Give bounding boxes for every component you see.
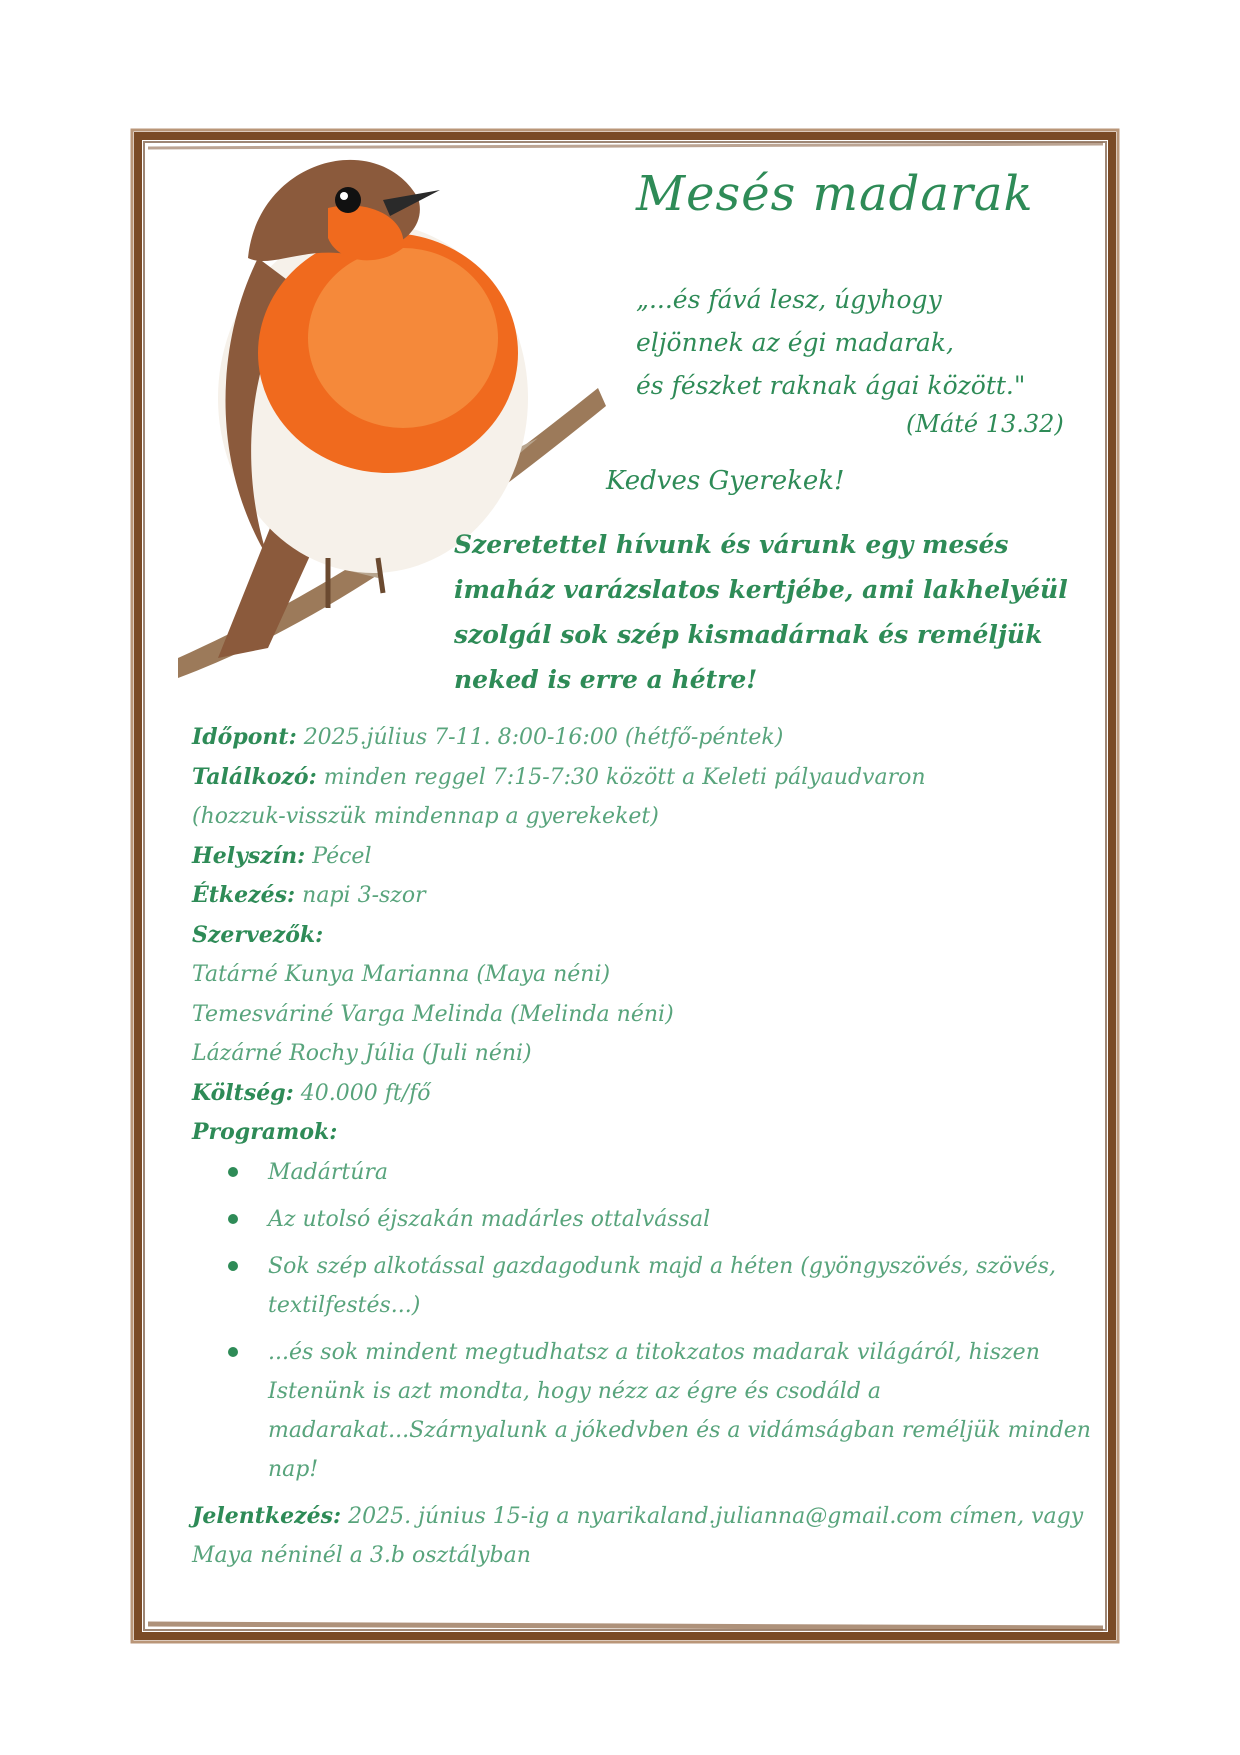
bible-verse (636, 278, 1096, 407)
program-text: Az utolsó éjszakán madárles ottalvással (268, 1206, 711, 1232)
event-details (192, 718, 1092, 1576)
organizer-name-text: Temesváriné Varga Melinda (Melinda néni) (192, 1001, 674, 1027)
organizers-row: Szervezők: (192, 921, 324, 948)
verse-line: eljönnek az égi madarak, (636, 328, 954, 357)
program-text: Madártúra (268, 1159, 389, 1185)
location-row: Helyszín: Pécel (192, 842, 372, 869)
location-label: Helyszín (192, 842, 298, 869)
cost-label: Költség (192, 1079, 286, 1106)
registration-value: 2025. június 15-ig a nyarikaland.julianna@gmail.com címen, vagy Maya néninél a 3.b osztályban (192, 1503, 1084, 1568)
verse-line: „...és fává lesz, úgyhogy (636, 285, 942, 314)
verse-reference: (Máté 13.32) (906, 410, 1064, 438)
intro-line: Szeretettel hívunk és várunk egy mesés (454, 530, 1009, 559)
meeting-label: Találkozó (192, 763, 309, 790)
meeting-value: minden reggel 7:15-7:30 között a Keleti pályaudvaron (323, 764, 926, 790)
list-item (228, 1200, 1092, 1239)
meeting-value-2: (hozzuk-visszük mindennap a gyerekeket) (192, 804, 659, 829)
cost-row: Költség: 40.000 ft/fő (192, 1079, 431, 1106)
program-text: Sok szép alkotással gazdagodunk majd a héten (gyöngyszövés, szövés, textilfestés...) (268, 1253, 1057, 1318)
list-item (228, 1247, 1092, 1325)
programs-label: Programok (192, 1119, 330, 1145)
organizer-name (192, 995, 1092, 1035)
meals-value: napi 3-szor (302, 883, 426, 908)
intro-line: imaház varázslatos kertjébe, ami lakhelyéül (454, 575, 1068, 604)
organizer-name-text: Tatárné Kunya Marianna (Maya néni) (192, 962, 611, 987)
time-label: Időpont (192, 724, 289, 750)
intro-line: szolgál sok szép kismadárnak és reméljük (454, 620, 1043, 649)
page-title: Mesés madarak (636, 166, 1034, 222)
registration-row: Jelentkezés: 2025. június 15-ig a nyarikaland.julianna@gmail.com címen, vagy Maya néninél a 3.b osztályban (192, 1502, 1084, 1568)
location-value: Pécel (312, 843, 372, 869)
list-item (228, 1333, 1092, 1489)
organizer-name (192, 955, 1092, 995)
organizers-label: Szervezők (192, 921, 316, 948)
greeting: Kedves Gyerekek! (606, 466, 845, 496)
meals-row: Étkezés: napi 3-szor (192, 882, 426, 908)
registration-label: Jelentkezés (192, 1502, 334, 1529)
list-item (228, 1153, 1092, 1192)
time-row: Időpont: 2025.július 7-11. 8:00-16:00 (hétfő-péntek) (192, 724, 784, 750)
bullet-icon (228, 1214, 238, 1224)
time-value: 2025.július 7-11. 8:00-16:00 (hétfő-péntek) (303, 725, 784, 750)
bullet-icon (228, 1167, 238, 1177)
verse-line: és fészket raknak ágai között." (636, 371, 1026, 400)
programs-row: Programok: (192, 1119, 338, 1145)
bullet-icon (228, 1261, 238, 1271)
organizer-name (192, 1034, 1092, 1074)
bullet-icon (228, 1347, 238, 1357)
intro-line: neked is erre a hétre! (454, 665, 758, 694)
meeting-row: Találkozó: minden reggel 7:15-7:30 között a Keleti pályaudvaron (192, 763, 926, 790)
meeting-row-2 (192, 797, 1092, 837)
cost-value: 40.000 ft/fő (300, 1080, 431, 1106)
program-text: ...és sok mindent megtudhatsz a titokzatos madarak világáról, hiszen Istenünk is azt mondta, hogy nézz az égre és csodáld a madarakat...Szárnyalunk a jókedvben és a vidámságban reméljük minden nap! (268, 1339, 1091, 1482)
intro-text (454, 522, 1114, 702)
programs-list (192, 1153, 1092, 1489)
organizer-name-text: Lázárné Rochy Júlia (Juli néni) (192, 1041, 532, 1066)
meals-label: Étkezés (192, 882, 288, 908)
